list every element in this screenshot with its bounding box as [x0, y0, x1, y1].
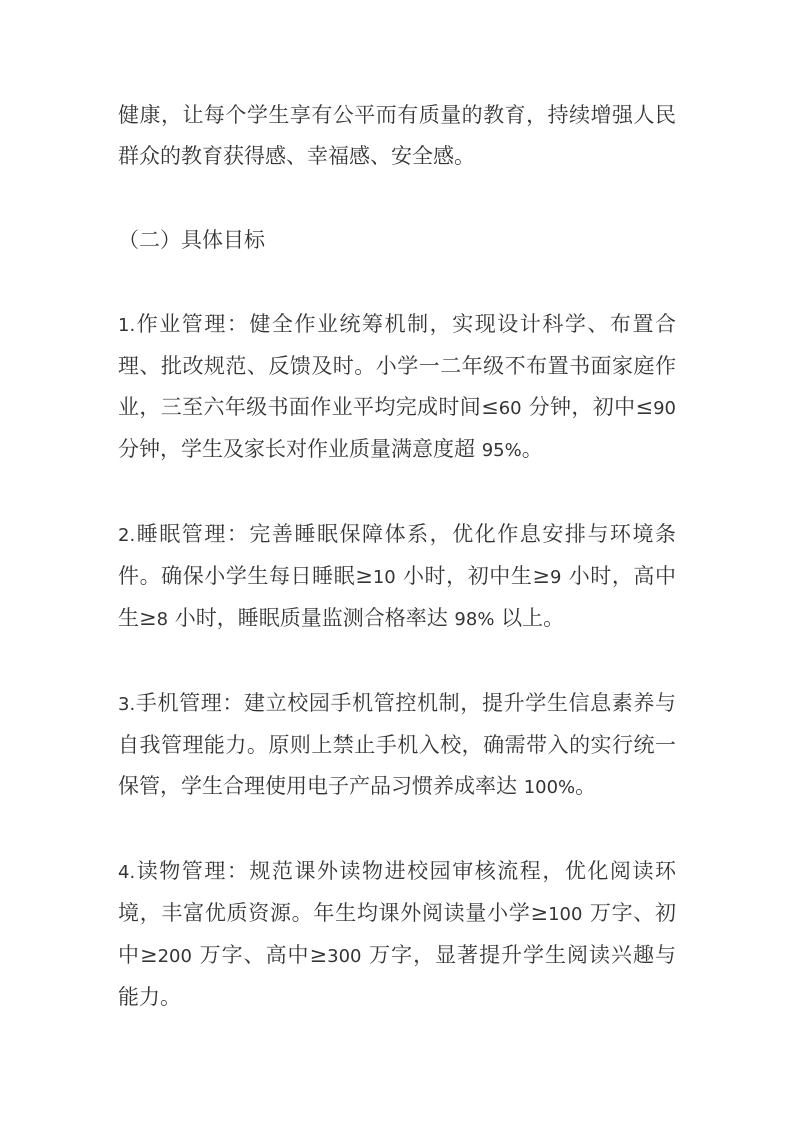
paragraph-homework-management-goal: 1.作业管理：健全作业统筹机制，实现设计科学、布置合理、批改规范、反馈及时。小学一二年级不布置书面家庭作业，三至六年级书面作业平均完成时间≤60 分钟，初中≤90 分钟，学生及家长对作业质量满意度超 95%。: [118, 312, 676, 461]
paragraph-overall-goal-continuation: 健康，让每个学生享有公平而有质量的教育，持续增强人民群众的教育获得感、幸福感、安全感。: [118, 103, 676, 168]
paragraph-phone-management-goal: 3.手机管理：建立校园手机管控机制，提升学生信息素养与自我管理能力。原则上禁止手机入校，确需带入的实行统一保管，学生合理使用电子产品习惯养成率达 100%。: [118, 691, 676, 798]
paragraph-sleep-management-goal: 2.睡眠管理：完善睡眠保障体系，优化作息安排与环境条件。确保小学生每日睡眠≥10 小时，初中生≥9 小时，高中生≥8 小时，睡眠质量监测合格率达 98% 以上。: [118, 522, 676, 630]
section-heading-specific-goals: （二）具体目标: [118, 228, 265, 252]
paragraph-reading-management-goal: 4.读物管理：规范课外读物进校园审核流程，优化阅读环境，丰富优质资源。年生均课外阅读量小学≥100 万字、初中≥200 万字、高中≥300 万字，显著提升学生阅读兴趣与能力。: [118, 859, 676, 1009]
